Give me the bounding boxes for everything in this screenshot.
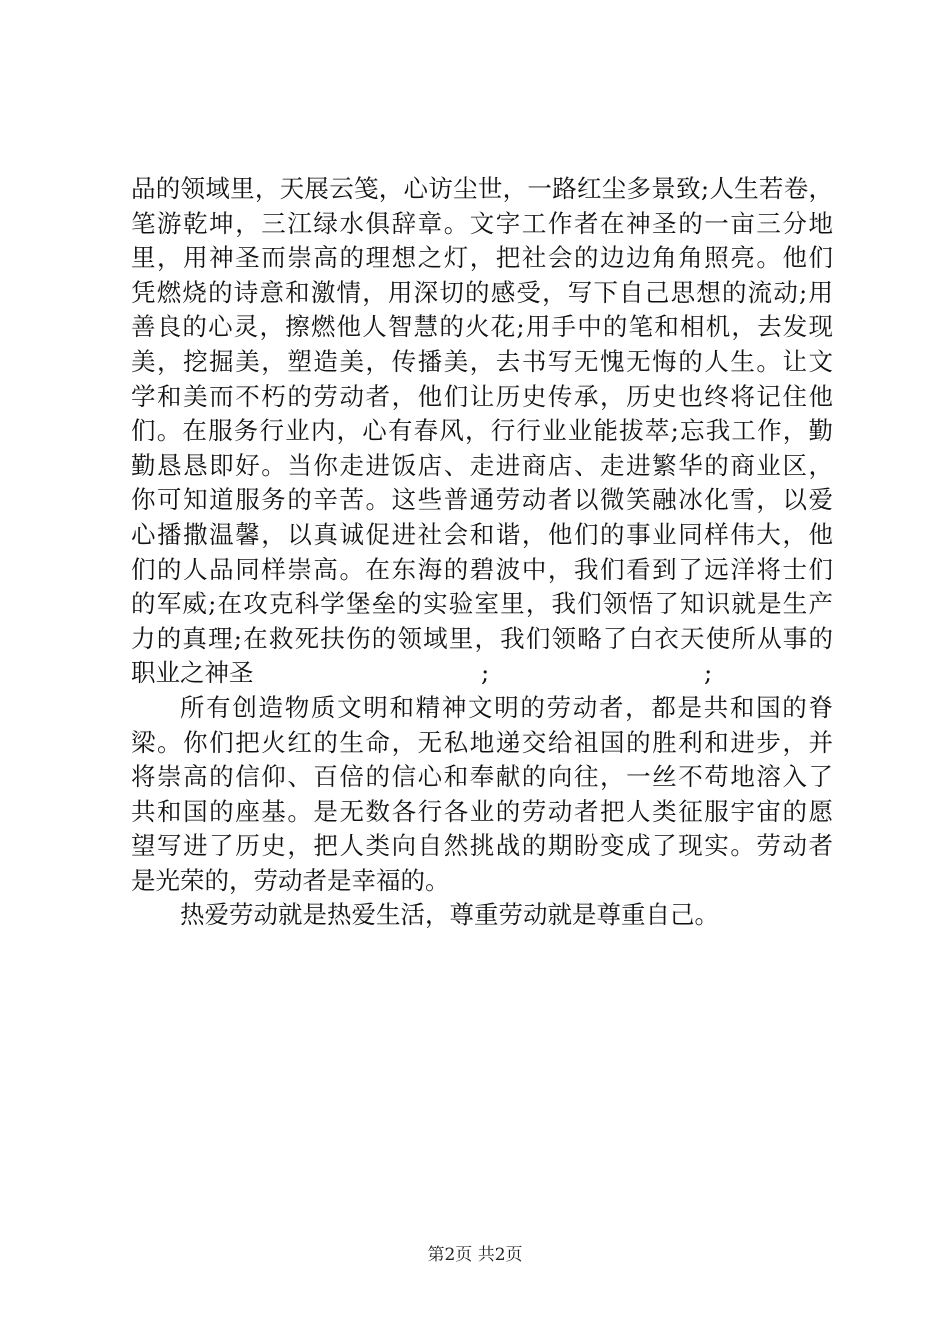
text-line: 梁。你们把火红的生命，无私地递交给祖国的胜利和进步，并 bbox=[131, 727, 833, 757]
page-footer: 第2页 共2页 bbox=[427, 1245, 523, 1265]
text-line: 将崇高的信仰、百倍的信心和奉献的向往，一丝不苟地溶入了 bbox=[131, 762, 833, 792]
text-line: 品的领域里，天展云笺，心访尘世，一路红尘多景致;人生若卷， bbox=[131, 174, 833, 203]
text-line: 的军威;在攻克科学堡垒的实验室里，我们领悟了知识就是生产 bbox=[131, 589, 833, 619]
text-line: 共和国的座基。是无数各行各业的劳动者把人类征服宇宙的愿 bbox=[131, 796, 833, 826]
text-line: 力的真理;在救死扶伤的领域里，我们领略了白衣天使所从事的 bbox=[131, 623, 833, 653]
text-line: 里，用神圣而崇高的理想之灯，把社会的边边角角照亮。他们 bbox=[131, 243, 833, 273]
text-line: 美，挖掘美，塑造美，传播美，去书写无愧无悔的人生。让文 bbox=[131, 346, 833, 376]
text-line: 心播撒温馨，以真诚促进社会和谐，他们的事业同样伟大，他 bbox=[131, 519, 833, 549]
text-line: 凭燃烧的诗意和激情，用深切的感受，写下自己思想的流动;用 bbox=[131, 277, 833, 307]
text-line: 学和美而不朽的劳动者，他们让历史传承，历史也终将记住他 bbox=[131, 381, 833, 411]
text-line: 热爱劳动就是热爱生活，尊重劳动就是尊重自己。 bbox=[180, 900, 719, 930]
text-line: 勤恳恳即好。当你走进饭店、走进商店、走进繁华的商业区， bbox=[131, 450, 833, 480]
text-line-with-gaps bbox=[131, 656, 833, 691]
paragraph-3 bbox=[131, 898, 833, 933]
text-line: 是光荣的，劳动者是幸福的。 bbox=[131, 865, 450, 895]
text-segment: ; bbox=[481, 658, 490, 688]
paragraph-1 bbox=[131, 172, 833, 691]
text-segment: ; bbox=[704, 658, 713, 688]
text-line: 你可知道服务的辛苦。这些普通劳动者以微笑融冰化雪，以爱 bbox=[131, 485, 833, 515]
text-line: 所有创造物质文明和精神文明的劳动者，都是共和国的脊 bbox=[180, 692, 833, 722]
text-segment: 职业之神圣 bbox=[131, 658, 254, 688]
text-line: 望写进了历史，把人类向自然挑战的期盼变成了现实。劳动者 bbox=[131, 831, 833, 861]
document-body bbox=[131, 172, 833, 933]
text-line: 笔游乾坤，三江绿水俱辞章。文字工作者在神圣的一亩三分地 bbox=[131, 208, 833, 238]
text-line: 们。在服务行业内，心有春风，行行业业能拔萃;忘我工作，勤 bbox=[131, 416, 833, 446]
paragraph-2 bbox=[131, 691, 833, 899]
text-line: 善良的心灵，擦燃他人智慧的火花;用手中的笔和相机，去发现 bbox=[131, 312, 833, 342]
text-line: 们的人品同样崇高。在东海的碧波中，我们看到了远洋将士们 bbox=[131, 554, 833, 584]
